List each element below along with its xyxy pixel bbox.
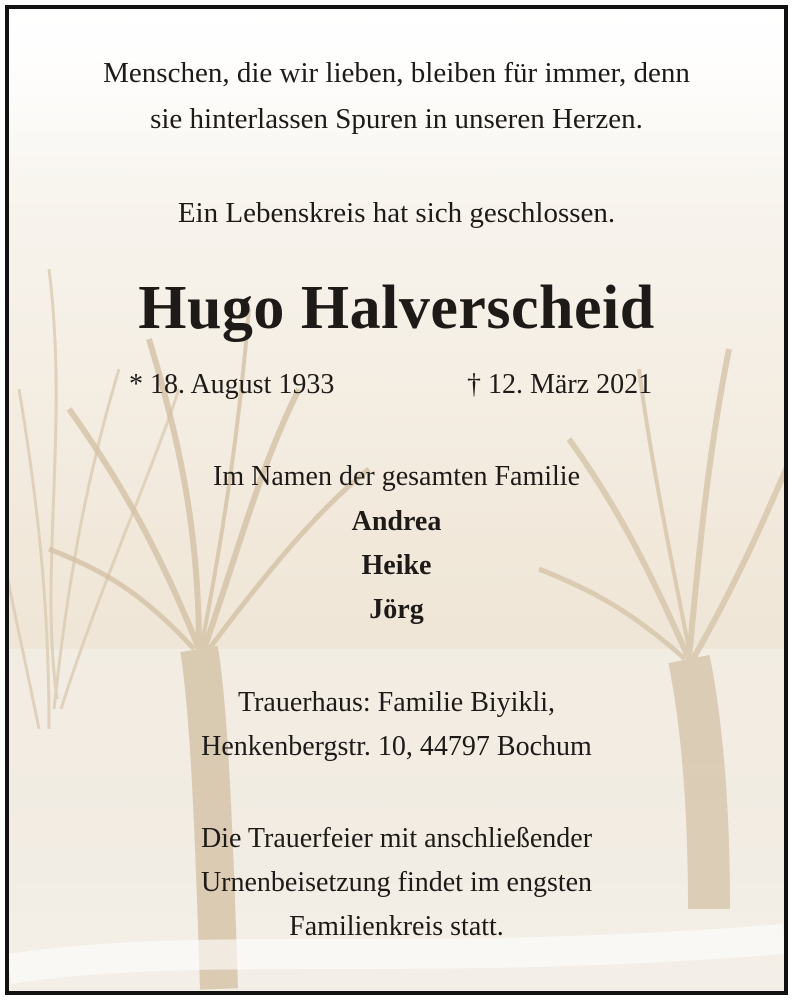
address-line-2: Henkenbergstr. 10, 44797 Bochum	[201, 731, 592, 762]
subtitle: Ein Lebenskreis hat sich geschlossen.	[177, 197, 616, 229]
ceremony-line-1: Die Trauerfeier mit anschließender	[200, 823, 593, 854]
verse-line-1: Menschen, die wir lieben, bleiben für immer, denn	[103, 57, 690, 89]
address-line-1: Trauerhaus: Familie Biyikli,	[237, 687, 556, 718]
birth-date: * 18. August 1933	[129, 369, 335, 400]
family-intro: Im Namen der gesamten Familie	[213, 461, 580, 492]
deceased-name: Hugo Halverscheid	[138, 274, 655, 342]
obituary-frame	[5, 5, 788, 995]
family-member-andrea: Andrea	[351, 506, 442, 537]
ceremony-line-2: Urnenbeisetzung findet im engsten	[200, 867, 593, 898]
ceremony-line-3: Familienkreis statt.	[289, 911, 504, 942]
family-member-heike: Heike	[361, 550, 432, 581]
death-date: † 12. März 2021	[467, 369, 653, 400]
family-member-joerg: Jörg	[369, 594, 424, 625]
verse-line-2: sie hinterlassen Spuren in unseren Herzen.	[150, 103, 643, 135]
